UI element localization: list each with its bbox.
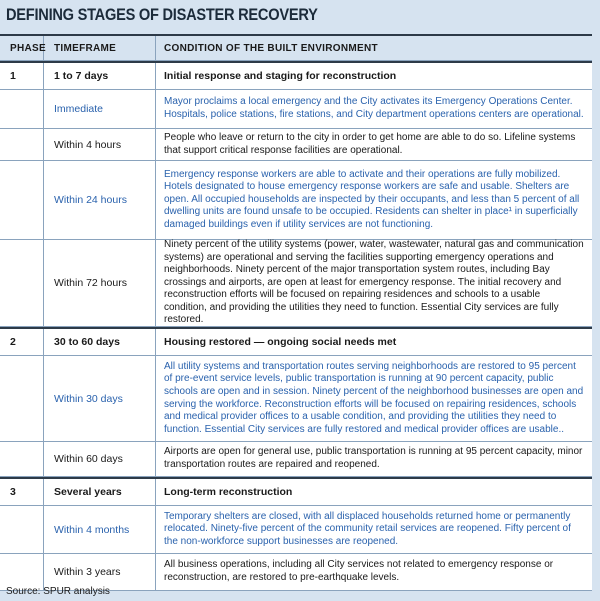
phase-condition: Long-term reconstruction — [164, 486, 293, 498]
table-row — [0, 442, 592, 477]
table-row — [0, 356, 592, 442]
row-timeframe: Within 60 days — [44, 442, 156, 476]
table-header-row — [0, 36, 592, 61]
table-row — [0, 506, 592, 554]
row-timeframe: Within 72 hours — [44, 240, 156, 326]
phase-condition: Housing restored — ongoing social needs met — [164, 336, 397, 348]
phase-timeframe: Several years — [44, 479, 156, 505]
phase-cell-empty — [0, 129, 44, 160]
phase-cell-empty — [0, 240, 44, 326]
row-condition: People who leave or return to the city in order to get home are able to do so. Lifeline systems that support critical response facilities are operational. — [164, 131, 576, 156]
table-row — [0, 90, 592, 129]
table-row — [0, 161, 592, 240]
source-note: Source: SPUR analysis — [6, 586, 110, 597]
phase-cell-empty — [0, 554, 44, 590]
table-row — [0, 129, 592, 161]
row-condition: Mayor proclaims a local emergency and the City activates its Emergency Operations Center. Hospitals, police stations, fire stations, and City department operations centers are operational. — [164, 96, 584, 120]
header-condition: CONDITION OF THE BUILT ENVIRONMENT — [164, 42, 378, 54]
row-timeframe: Within 3 years — [44, 554, 156, 590]
header-phase: PHASE — [0, 36, 44, 60]
phase-condition: Initial response and staging for reconstruction — [164, 70, 397, 82]
phase-number: 2 — [0, 329, 44, 355]
phase-number: 1 — [0, 63, 44, 89]
row-timeframe: Within 4 hours — [44, 129, 156, 160]
phase-row — [0, 327, 592, 356]
phase-cell-empty — [0, 356, 44, 441]
row-condition: Airports are open for general use, public transportation is running at 95 percent capacity, minor transportation routes are repaired and reopened. — [164, 446, 583, 470]
row-condition: Emergency response workers are able to activate and their operations are fully mobilized. Hotels designated to house emergency response workers are safe and usable. Shelters are open. All occupied households are inspected by their occupants, and less than 5 percent of all dwelling units are found unsafe to be occupied. Residents can shelter in place¹ in superficially damaged buildings even if utility services are not functioning. — [164, 168, 580, 230]
phase-cell-empty — [0, 442, 44, 476]
phase-cell-empty — [0, 161, 44, 239]
table-row — [0, 240, 592, 327]
row-timeframe: Within 30 days — [44, 356, 156, 441]
row-timeframe: Within 24 hours — [44, 161, 156, 239]
row-condition: All business operations, including all City services not related to emergency response or reconstruction, are restored to pre-earthquake levels. — [164, 559, 554, 583]
phase-row — [0, 477, 592, 506]
header-timeframe: TIMEFRAME — [44, 36, 156, 60]
phase-timeframe: 1 to 7 days — [44, 63, 156, 89]
phase-number: 3 — [0, 479, 44, 505]
row-condition: Ninety percent of the utility systems (power, water, wastewater, natural gas and communication systems) are operational and serving the facilities supporting emergency operations and neighborhoods. Ninety percent of the major transportation system routes, including Bay crossings and airports, are open at least for emergency response. The initial recovery and reconstruction efforts will be focused on repairing residences and schools to a usable condition, and providing the utilities they need to function. Essential City services are fully restored. — [164, 238, 584, 326]
row-condition: Temporary shelters are closed, with all displaced households returned home or permanently relocated. Ninety-five percent of the community retail services are reopened. Fifty percent of the non-workforce support businesses are reopened. — [164, 510, 571, 547]
row-timeframe: Within 4 months — [44, 506, 156, 553]
phase-cell-empty — [0, 506, 44, 553]
row-timeframe: Immediate — [44, 90, 156, 128]
recovery-stages-table — [0, 34, 592, 591]
phase-cell-empty — [0, 90, 44, 128]
phase-timeframe: 30 to 60 days — [44, 329, 156, 355]
phase-row — [0, 61, 592, 90]
row-condition: All utility systems and transportation routes serving neighborhoods are restored to 95 percent of pre-event service levels, public transportation is running at 90 percent capacity, public schools are open and in session. Ninety percent of the neighborhood businesses are open and serving the workforce. Reconstruction efforts will be focused on repairing residences, schools and medical provider offices to a usable condition, and providing the utilities they need to function. Essential City services are fully restored and medical provider offices are usable.. — [164, 360, 584, 435]
page-title: DEFINING STAGES OF DISASTER RECOVERY — [6, 5, 318, 24]
